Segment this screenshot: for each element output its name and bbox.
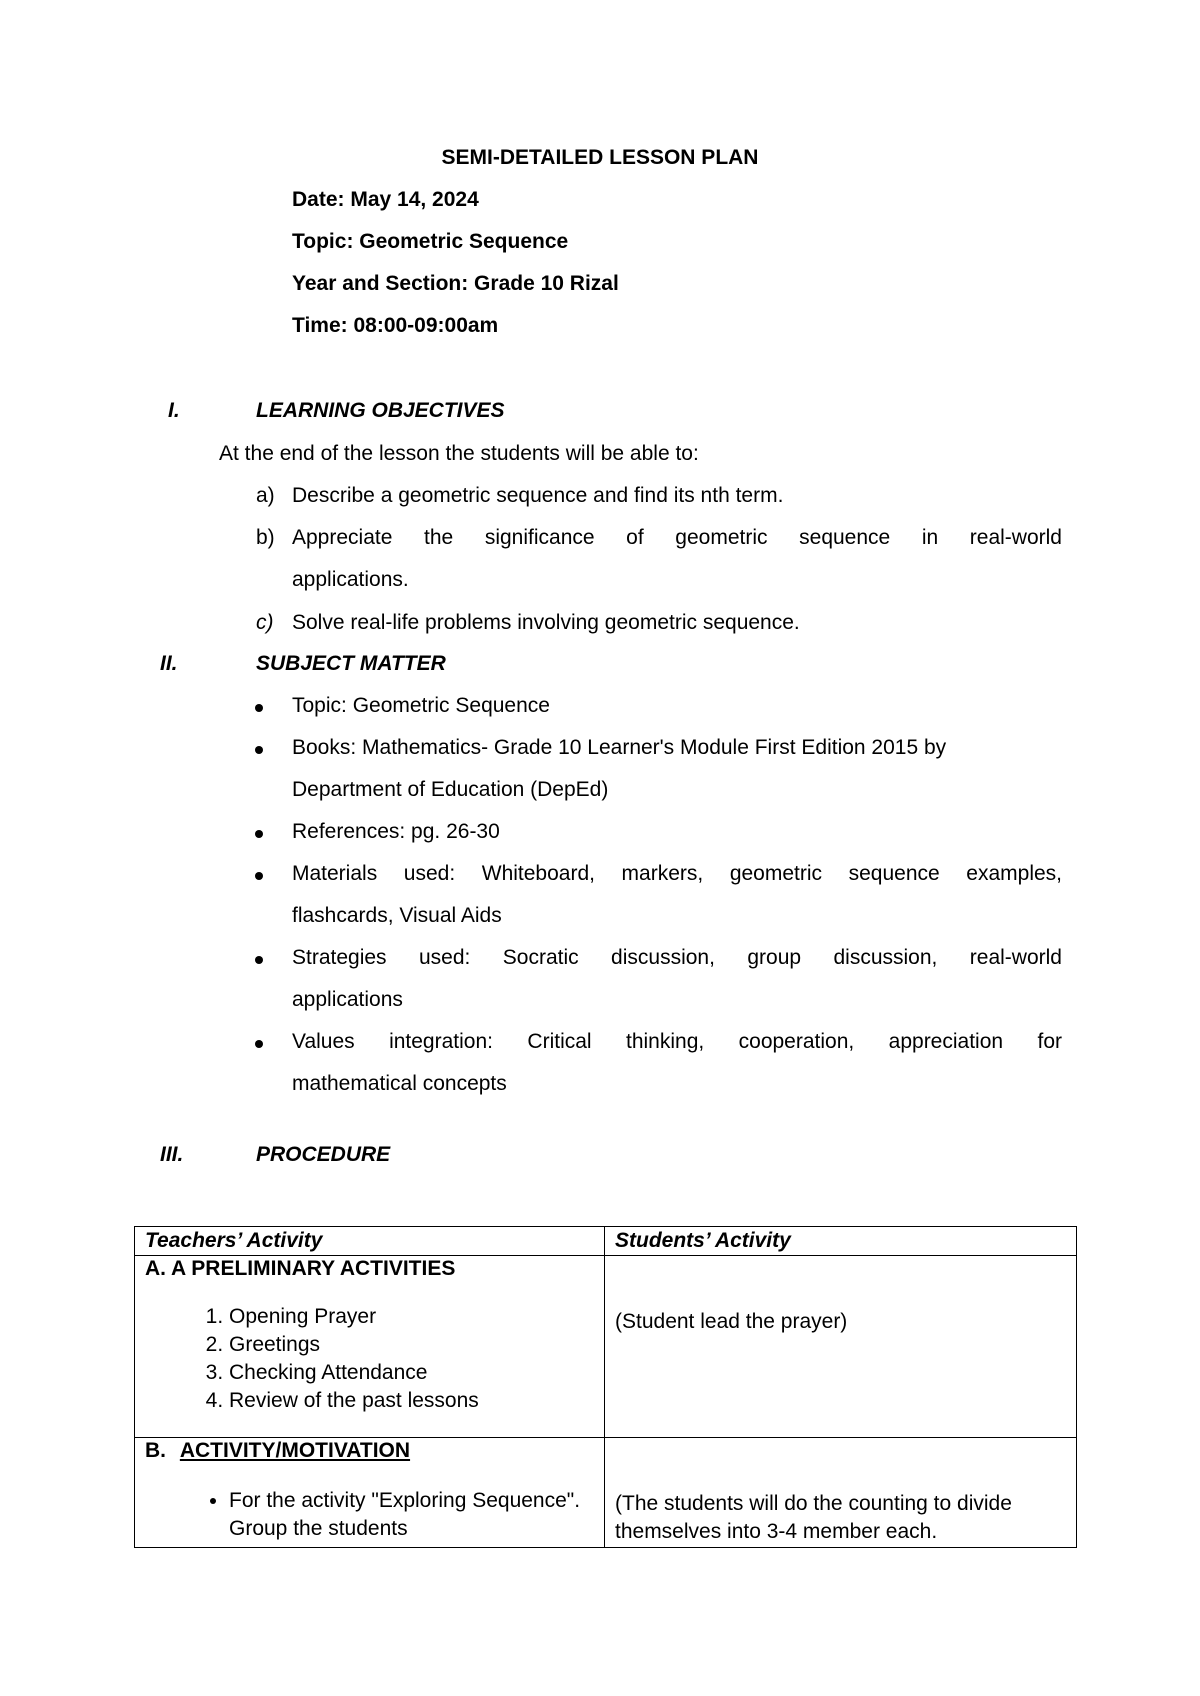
bullet-dot (255, 746, 263, 754)
bullet-dot (255, 872, 263, 880)
bullet-dot (255, 956, 263, 964)
bullet-dot (255, 704, 263, 712)
subject-item-continued: flashcards, Visual Aids (292, 904, 502, 927)
subject-matter-heading: SUBJECT MATTER (256, 652, 446, 675)
objective-text: Describe a geometric sequence and find its nth term. (292, 484, 784, 507)
section-numeral-ii: II. (160, 652, 178, 675)
lesson-time: Time: 08:00-09:00am (292, 314, 499, 337)
lesson-topic: Topic: Geometric Sequence (292, 230, 569, 253)
subject-item-continued: Department of Education (DepEd) (292, 778, 609, 801)
list-item: 2. Greetings (229, 1331, 594, 1359)
preliminary-activities-list (145, 1303, 594, 1415)
section-numeral-iii: III. (160, 1143, 184, 1166)
document-title: SEMI-DETAILED LESSON PLAN (441, 146, 759, 169)
procedure-table (134, 1226, 1077, 1548)
subject-item: Materials used: Whiteboard, markers, geometric sequence examples, (292, 862, 1062, 885)
subject-item: Topic: Geometric Sequence (292, 694, 550, 717)
subject-item: Values integration: Critical thinking, cooperation, appreciation for (292, 1030, 1062, 1053)
activity-motivation-heading (145, 1439, 594, 1463)
objectives-intro: At the end of the lesson the students will be able to: (219, 442, 699, 465)
list-item: 4. Review of the past lessons (229, 1387, 594, 1415)
objective-marker: c) (256, 611, 274, 634)
bullet-dot (255, 830, 263, 838)
teacher-cell (135, 1256, 605, 1438)
subject-item: References: pg. 26-30 (292, 820, 500, 843)
objective-marker: a) (256, 484, 275, 507)
students-activity-header: Students’ Activity (605, 1227, 1077, 1256)
year-and-section: Year and Section: Grade 10 Rizal (292, 272, 619, 295)
teachers-activity-header: Teachers’ Activity (135, 1227, 605, 1256)
student-response: (The students will do the counting to divide themselves into 3-4 member each. (615, 1492, 1012, 1543)
objective-marker: b) (256, 526, 275, 549)
list-item: 1. Opening Prayer (229, 1303, 594, 1331)
subject-item-continued: applications (292, 988, 403, 1011)
activity-bullets (145, 1487, 594, 1543)
list-item: 3. Checking Attendance (229, 1359, 594, 1387)
table-header-row (135, 1227, 1077, 1256)
student-cell (605, 1256, 1077, 1438)
subject-item: Books: Mathematics- Grade 10 Learner's Module First Edition 2015 by (292, 736, 947, 759)
procedure-heading: PROCEDURE (256, 1143, 391, 1166)
objective-text-continued: applications. (292, 568, 409, 591)
preliminary-activities-heading: A. A PRELIMINARY ACTIVITIES (145, 1257, 456, 1280)
lesson-date: Date: May 14, 2024 (292, 188, 479, 211)
subject-item-continued: mathematical concepts (292, 1072, 507, 1095)
table-row (135, 1438, 1077, 1548)
subject-item: Strategies used: Socratic discussion, group discussion, real-world (292, 946, 1062, 969)
list-item: • For the activity "Exploring Sequence". Group the students (229, 1487, 594, 1543)
student-response: (Student lead the prayer) (615, 1310, 848, 1333)
objective-text: Solve real-life problems involving geometric sequence. (292, 611, 800, 634)
teacher-cell (135, 1438, 605, 1548)
bullet-dot (255, 1040, 263, 1048)
section-title: ACTIVITY/MOTIVATION (179, 1439, 411, 1462)
objectives-heading: LEARNING OBJECTIVES (256, 399, 505, 422)
table-row (135, 1256, 1077, 1438)
section-numeral-i: I. (168, 399, 180, 422)
student-cell (605, 1438, 1077, 1548)
objective-text: Appreciate the significance of geometric sequence in real-world (292, 526, 1062, 549)
section-letter: B. (145, 1439, 166, 1462)
